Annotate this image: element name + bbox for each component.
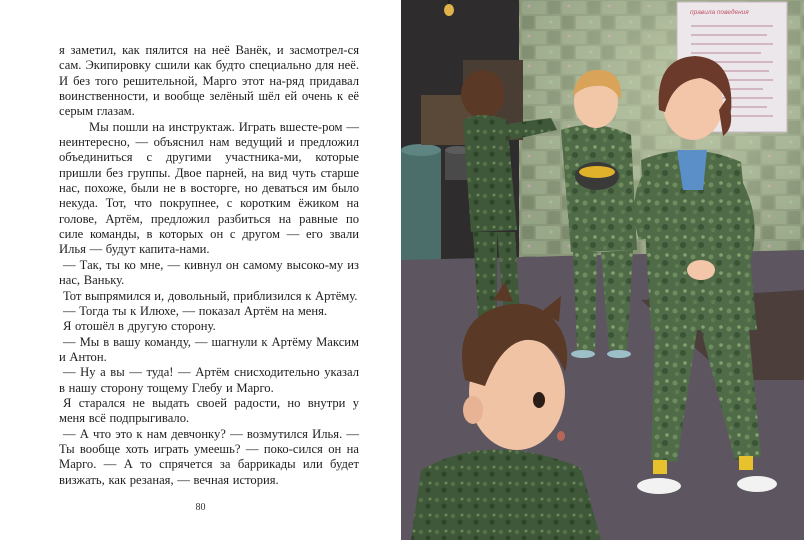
paragraph: — Тогда ты к Илюхе, — показал Артём на меня. [63, 303, 328, 318]
paragraph: — Мы в вашу команду, — шагнули к Артёму Максим и Антон. [59, 334, 359, 364]
paragraph: — Так, ты ко мне, — кивнул он самому высоко-му из нас, Ваньку. [59, 257, 359, 288]
text-page [0, 0, 401, 540]
paragraph: — Ну а вы — туда! — Артём снисходительно указал в нашу сторону тощему Глебу и Марго. [59, 365, 359, 395]
paragraph: Я отошёл в другую сторону. [63, 319, 216, 334]
illustration [401, 0, 804, 540]
lamp [444, 4, 454, 16]
page-number: 80 [195, 502, 206, 513]
paragraph: Я старался не выдать своей радости, но внутри у меня всё подпрыгивало. [59, 395, 359, 426]
illustration-page [401, 0, 804, 540]
paragraph: — А что это к нам девчонку? — возмутился Илья. — Ты вообще хоть играть умеешь? — поко-сился он на Марго. — А то спрячется за баррикады или будет визжать, как резаная, — вечная история. [59, 426, 359, 487]
paragraph: Мы пошли на инструктаж. Играть вшесте-ром — неинтересно, — объяснил нам ведущий и предложил объединиться с другими участника-ми, которые пришли без группы. Двое парней, на вид чуть старше нас, похоже, были не в восторге, но деваться им было некуда. Тот, что покрупнее, с коротким ёжиком на голове, Артём, предложил разбиться на равные по силе команды, в которых он с другом — его звали Илья — будут капита-нами. [59, 119, 359, 257]
text-block [59, 43, 359, 488]
paragraph: Тот выпрямился и, довольный, приблизился к Артёму. [63, 288, 358, 303]
paragraph: я заметил, как пялится на неё Ванёк, и засмотрел-ся сам. Экипировку сшили как будто специально для неё. И без того решительной, Марго этот на-ряд придавал воинственности, и вообще зелёный шёл ей очень к её серым глазам. [59, 43, 359, 119]
poster-title: правила поведения [690, 9, 749, 16]
